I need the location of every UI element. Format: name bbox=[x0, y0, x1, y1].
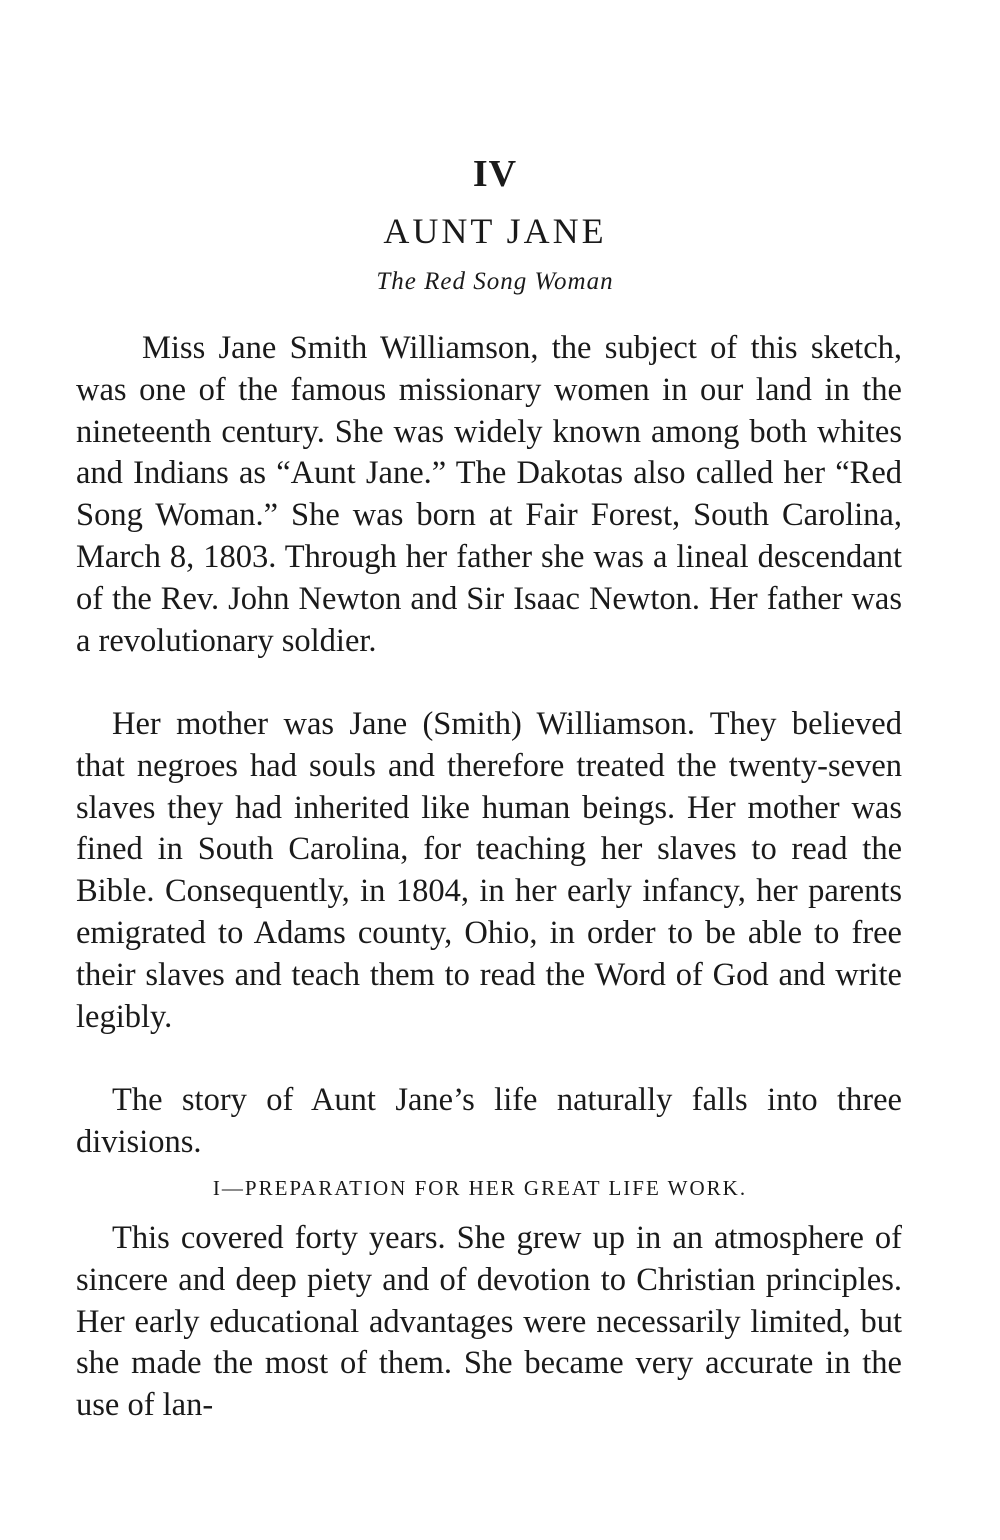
paragraph: This covered forty years. She grew up in an atmosphere of sincere and deep piety and of devotion to Christian principles. Her early educational advantages were necessarily limited, but she made the most of them. She became very accurate in the use of lan- bbox=[76, 1220, 902, 1424]
paragraph-3-block bbox=[76, 1080, 902, 1164]
chapter-number: IV bbox=[472, 153, 518, 195]
paragraph: The story of Aunt Jane’s life naturally falls into three divisions. bbox=[76, 1082, 902, 1160]
paragraph-1-block bbox=[76, 328, 902, 662]
paragraph: Miss Jane Smith Williamson, the subject of this sketch, was one of the famous missionary women in our land in the nineteenth century. She was widely known among both whites and Indians as “Aunt Jane.” The Dakotas also called her “Red Song Woman.” She was born at Fair Forest, South Carolina, March 8, 1803. Through her father she was a lineal descendant of the Rev. John Newton and Sir Isaac Newton. Her father was a revolutionary soldier. bbox=[76, 330, 902, 659]
paragraph: Her mother was Jane (Smith) Williamson. They believed that negroes had souls and therefore treated the twenty-seven slaves they had inherited like human beings. Her mother was fined in South Carolina, for teaching her slaves to read the Bible. Consequently, in 1804, in her early infancy, her parents emigrated to Adams county, Ohio, in order to be able to free their slaves and teach them to read the Word of God and write legibly. bbox=[76, 706, 902, 1035]
section-heading: I—PREPARATION FOR HER GREAT LIFE WORK. bbox=[212, 1176, 748, 1200]
chapter-subtitle: The Red Song Woman bbox=[376, 268, 614, 295]
paragraph-4-block bbox=[76, 1218, 902, 1427]
paragraph-2-block bbox=[76, 704, 902, 1038]
chapter-title: AUNT JANE bbox=[383, 211, 607, 251]
